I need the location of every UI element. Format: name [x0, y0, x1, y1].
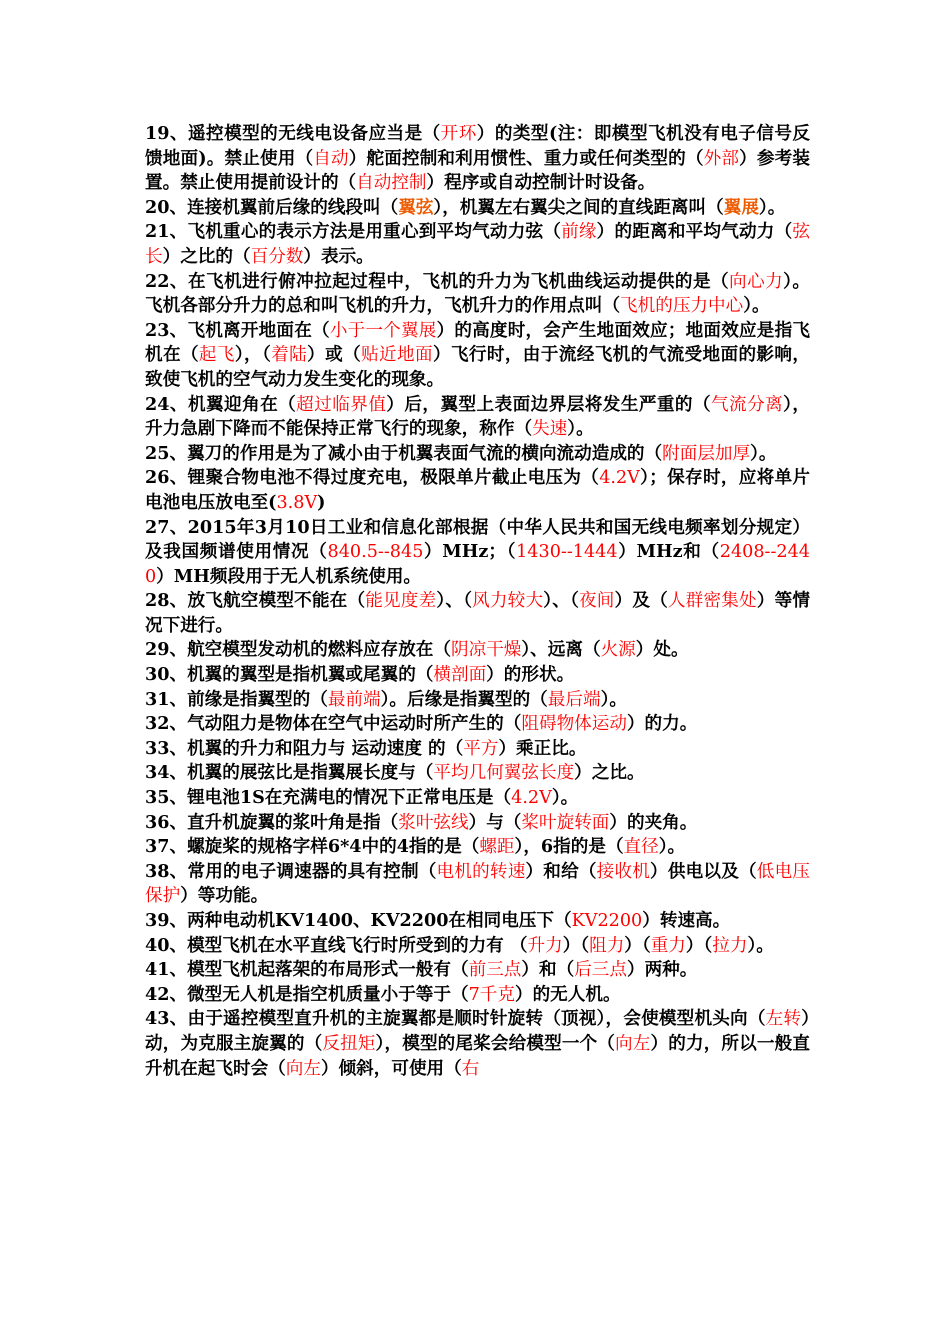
answer-text: 失速	[532, 419, 568, 440]
answer-text: 阻碍物体运动	[521, 714, 627, 735]
answer-text: 电机的转速	[436, 861, 526, 882]
question-text: ）舵面控制和利用惯性、重力或任何类型的（	[348, 147, 704, 169]
question-text: 31、前缘是指翼型的（	[145, 688, 328, 710]
question-text: ）（	[685, 934, 713, 956]
question-text: 21、飞机重心的表示方法是用重心到平均气动力弦（	[145, 221, 562, 243]
question-text: ）。	[758, 196, 786, 218]
answer-text: 右	[461, 1058, 480, 1079]
question-text: ）的高度时，会产生地面效应；地面效应是指飞机在（	[145, 319, 810, 366]
document-page	[145, 122, 810, 1081]
question-text: ）MHz和（	[617, 541, 720, 563]
answer-text: 接收机	[596, 861, 651, 882]
question-paragraph	[145, 466, 810, 515]
question-text: ）、远离（	[521, 639, 601, 661]
question-text: ）倾斜，可使用（	[320, 1057, 462, 1079]
answer-text: KV2200	[571, 911, 643, 931]
question-text: 34、机翼的展弦比是指翼展长度与（	[145, 762, 434, 784]
question-text: ），（	[234, 344, 272, 366]
question-text: ）与（	[468, 811, 522, 833]
answer-text: 气流分离	[711, 394, 784, 415]
question-paragraph	[145, 220, 810, 269]
answer-text: 自动控制	[356, 173, 427, 194]
question-text: 22、在飞机进行俯冲拉起过程中，飞机的升力为飞机曲线运动提供的是（	[145, 270, 730, 292]
answer-text: 最前端	[327, 689, 381, 710]
question-text: 27、2015年3月10日工业和信息化部根据（中华人民共和国无线电频率划分规定）及我国频谱使用情况（	[145, 516, 810, 563]
question-text: 29、航空模型发动机的燃料应存放在（	[145, 639, 451, 661]
question-text: ）、（	[436, 590, 473, 612]
answer-text: 翼展	[723, 196, 759, 218]
question-text: ）。飞机各部分升力的总和叫飞机的升力，飞机升力的作用点叫（	[145, 270, 810, 317]
question-text: ）等功能。	[180, 885, 269, 907]
question-text: 20、连接机翼前后缘的线段叫（	[145, 196, 399, 218]
question-paragraph	[145, 934, 810, 959]
question-text: 43、由于遥控模型直升机的主旋翼都是顺时针旋转（顶视），会使模型机头向（	[145, 1008, 766, 1030]
question-text: ），机翼左右翼尖之间的直线距离叫（	[433, 196, 724, 218]
question-text: 19、遥控模型的无线电设备应当是（	[145, 123, 441, 144]
question-text: ）（	[562, 934, 590, 956]
question-text: 28、放飞航空模型不能在（	[145, 590, 366, 612]
answer-text: 贴近地面	[361, 345, 433, 366]
answer-text: 自动	[313, 148, 349, 169]
question-text: ）及（	[614, 590, 668, 612]
question-text: ）转速高。	[642, 910, 731, 931]
question-text: ）之比。	[574, 762, 645, 784]
question-paragraph	[145, 638, 810, 663]
question-text: ）参考装置。禁止使用提前设计的（	[145, 147, 810, 194]
question-text: 37、螺旋桨的规格字样6*4中的4指的是（	[145, 836, 480, 858]
question-text: ）动，为克服主旋翼的（	[145, 1008, 810, 1054]
answer-text: 直径	[623, 837, 659, 858]
question-text: ），6指的是（	[514, 836, 624, 858]
answer-text: 平均几何翼弦长度	[433, 763, 575, 784]
answer-text: 桨叶旋转面	[521, 812, 610, 833]
answer-text: 螺距	[479, 837, 515, 858]
question-paragraph	[145, 319, 810, 393]
question-text: ）的类型(注：即模型飞机没有电子信号反馈地面)。禁止使用（	[145, 123, 810, 169]
answer-text: 前三点	[468, 960, 522, 981]
question-text: ）的力。	[626, 713, 698, 735]
question-paragraph	[145, 589, 810, 638]
question-paragraph	[145, 122, 810, 196]
answer-text: 7千克	[468, 984, 515, 1005]
question-text: 26、锂聚合物电池不得过度充电，极限单片截止电压为（	[145, 467, 600, 489]
answer-text: 夜间	[579, 591, 615, 612]
question-paragraph	[145, 811, 810, 836]
answer-text: 飞机的压力中心	[620, 296, 744, 317]
question-text: ）；保存时，应将单片电池电压放电至(	[145, 467, 810, 513]
question-text: ）处。	[635, 639, 689, 661]
question-text: ）程序或自动控制计时设备。	[426, 172, 656, 194]
question-text: ）乘正比。	[498, 737, 587, 759]
question-paragraph	[145, 761, 810, 786]
answer-text: 3.8V	[276, 492, 318, 513]
answer-text: 弦长	[145, 222, 810, 267]
answer-text: 超过临界值	[296, 394, 387, 415]
question-text: 35、锂电池1S在充满电的情况下正常电压是（	[145, 787, 512, 809]
answer-text: 阻力	[589, 935, 625, 956]
question-text: 42、微型无人机是指空机质量小于等于（	[145, 983, 469, 1005]
question-text: ）的力，所以一般直升机在起飞时会（	[145, 1032, 810, 1079]
question-text: ）。	[658, 836, 686, 858]
answer-text: 翼弦	[398, 196, 434, 218]
answer-text: 向左	[615, 1033, 651, 1054]
answer-text: 升力	[527, 935, 563, 956]
question-paragraph	[145, 516, 810, 590]
question-paragraph	[145, 1007, 810, 1081]
question-text: ）的距离和平均气动力（	[596, 221, 793, 243]
question-text: ）（	[624, 934, 651, 956]
question-text: 39、两种电动机KV1400、KV2200在相同电压下（	[145, 910, 572, 931]
question-text: ）和（	[521, 959, 575, 981]
question-text: ）两种。	[626, 959, 698, 981]
answer-text: 外部	[703, 148, 740, 169]
question-text: 30、机翼的翼型是指机翼或尾翼的（	[145, 664, 434, 686]
question-paragraph	[145, 737, 810, 762]
question-text: ）MHz；（	[423, 541, 517, 563]
question-text: ）和给（	[525, 860, 597, 882]
answer-text: 着陆	[271, 345, 308, 366]
question-text: 38、常用的电子调速器的具有控制（	[145, 860, 437, 882]
answer-text: 最后端	[547, 689, 601, 710]
question-text: ）飞行时，由于流经飞机的气流受地面的影响，致使飞机的空气动力发生变化的现象。	[145, 344, 810, 390]
question-paragraph	[145, 909, 810, 934]
answer-text: 840.5--845	[327, 542, 424, 563]
question-text: ）的无人机。	[514, 983, 621, 1005]
question-paragraph	[145, 442, 810, 467]
question-text: 40、模型飞机在水平直线飞行时所受到的力有 （	[145, 934, 528, 956]
answer-text: 拉力	[712, 935, 748, 956]
question-text: ），模型的尾桨会给模型一个（	[375, 1032, 616, 1054]
answer-text: 横剖面	[433, 665, 487, 686]
answer-text: 浆叶弦线	[398, 812, 469, 833]
question-paragraph	[145, 393, 810, 442]
question-text: ）。	[600, 688, 627, 710]
answer-text: 向左	[285, 1058, 321, 1079]
question-paragraph	[145, 688, 810, 713]
answer-text: 向心力	[729, 271, 784, 292]
answer-text: 1430--1444	[516, 542, 618, 563]
answer-text: 人群密集处	[667, 591, 757, 612]
answer-text: 火源	[600, 640, 636, 661]
question-text: 25、翼刀的作用是为了减小由于机翼表面气流的横向流动造成的（	[145, 442, 663, 464]
question-text: ）、（	[543, 590, 579, 612]
answer-text: 4.2V	[511, 788, 552, 809]
question-paragraph	[145, 786, 810, 811]
question-text: 32、气动阻力是物体在空气中运动时所产生的（	[145, 713, 522, 735]
question-text: 24、机翼迎角在（	[145, 393, 297, 415]
answer-text: 4.2V	[599, 468, 640, 489]
question-paragraph	[145, 983, 810, 1008]
question-paragraph	[145, 958, 810, 983]
question-paragraph	[145, 712, 810, 737]
question-text: ）。	[551, 787, 579, 809]
answer-text: 左转	[765, 1009, 802, 1030]
answer-text: 百分数	[250, 246, 304, 267]
question-text: ）后，翼型上表面边界层将发生严重的（	[386, 393, 711, 415]
question-text: 33、机翼的升力和阻力与 运动速度 的（	[145, 737, 464, 759]
answer-text: 反扭矩	[322, 1033, 376, 1054]
question-text: ）MH频段用于无人机系统使用。	[156, 565, 422, 587]
answer-text: 低电压保护	[145, 861, 810, 907]
question-text: )	[317, 491, 326, 513]
question-paragraph	[145, 196, 810, 221]
answer-text: 后三点	[574, 960, 627, 981]
question-text: ）供电以及（	[650, 860, 757, 882]
answer-text: 2408--2440	[145, 542, 810, 587]
question-text: 41、模型飞机起落架的布局形式一般有（	[145, 959, 469, 981]
answer-text: 阴凉干燥	[451, 640, 522, 661]
question-paragraph	[145, 860, 810, 909]
question-text: ）之比的（	[162, 245, 251, 267]
question-text: ）表示。	[303, 245, 374, 267]
answer-text: 风力较大	[472, 591, 544, 612]
question-text: ）的夹角。	[609, 811, 698, 833]
answer-text: 重力	[650, 935, 686, 956]
answer-text: 前缘	[561, 222, 597, 243]
question-text: 23、飞机离开地面在（	[145, 319, 330, 341]
question-text: ）。	[743, 295, 770, 317]
answer-text: 平方	[463, 738, 499, 759]
question-text: ）的形状。	[486, 664, 575, 686]
question-text: ），升力急剧下降而不能保持正常飞行的现象，称作（	[145, 393, 810, 440]
question-text: ）。	[567, 418, 594, 440]
question-text: 36、直升机旋翼的浆叶角是指（	[145, 811, 399, 833]
question-text: ）。后缘是指翼型的（	[380, 688, 548, 710]
question-paragraph	[145, 835, 810, 860]
question-paragraph	[145, 270, 810, 319]
answer-text: 起飞	[198, 345, 235, 366]
question-text: ）。	[750, 442, 777, 464]
question-text: ）。	[747, 934, 774, 956]
question-text: ）等情况下进行。	[145, 590, 810, 636]
question-paragraph	[145, 663, 810, 688]
answer-text: 附面层加厚	[662, 443, 751, 464]
answer-text: 小于一个翼展	[329, 320, 437, 341]
answer-text: 能见度差	[365, 591, 437, 612]
question-text: ）或（	[307, 344, 362, 366]
answer-text: 开环	[440, 124, 477, 144]
